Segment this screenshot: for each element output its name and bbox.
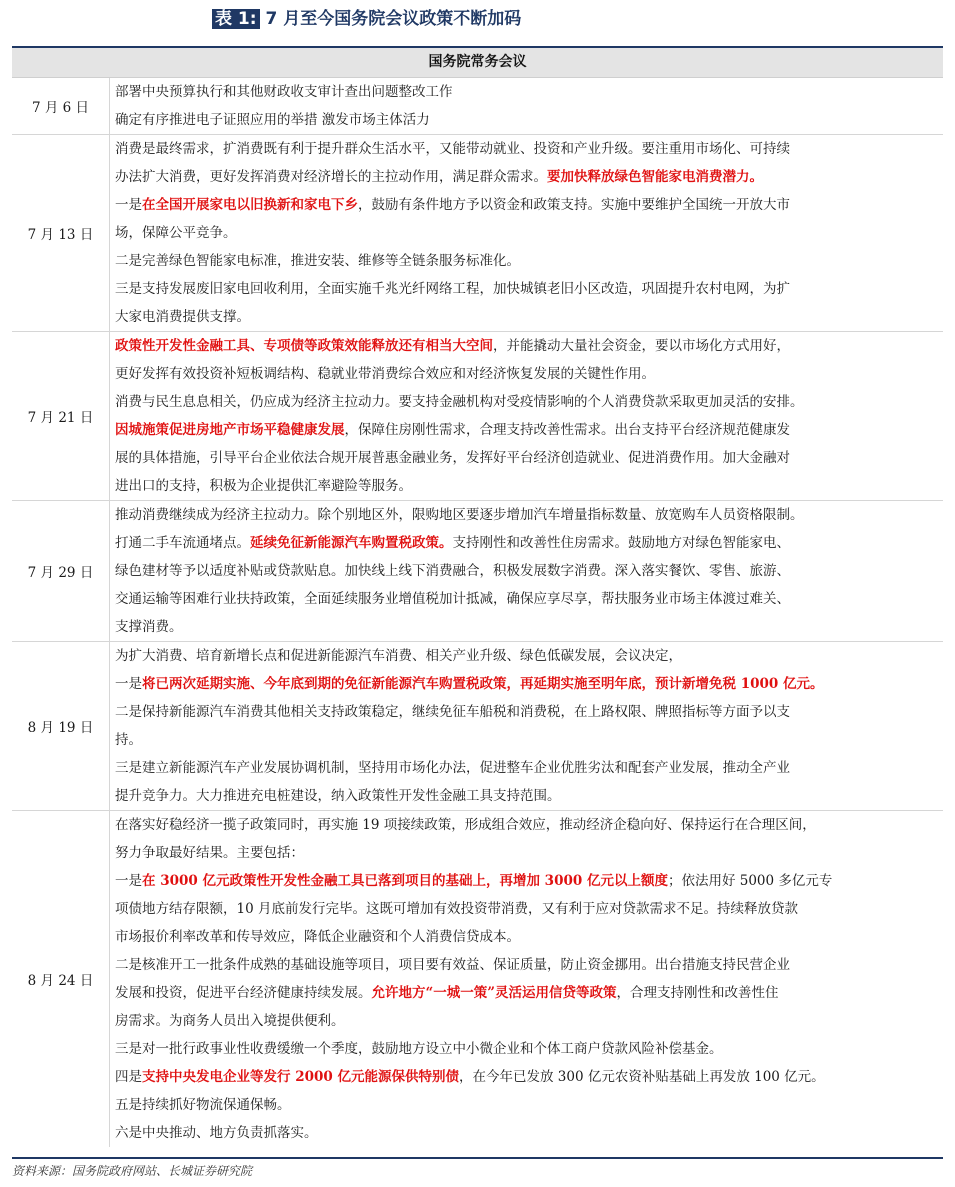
content-line [115,388,939,416]
text-segment: 努力争取最好结果。主要包括： [115,845,304,861]
content-line [115,923,939,951]
content-line [115,951,939,979]
text-segment: 在落实好稳经济一揽子政策同时，再实施 19 项接续政策，形成组合效应，推动经济企稳向好、保持运行在合理区间， [115,817,816,833]
text-segment: ，合理支持刚性和改善性住 [616,985,779,1001]
table-title [212,7,521,33]
row-content [110,642,943,810]
table-row [12,332,943,501]
content-line [115,1119,939,1147]
row-date: 7 月 6 日 [12,78,110,134]
text-segment: 绿色建材等予以适度补贴或贷款贴息。加快线上线下消费融合，积极发展数字消费。深入落实餐饮、零售、旅游、 [115,563,790,579]
text-segment: 六是中央推动、地方负责抓落实。 [115,1125,318,1141]
content-line [115,726,939,754]
content-line [115,1091,939,1119]
content-line [115,416,939,444]
table-row [12,135,943,332]
row-content [110,501,943,641]
text-segment: 交通运输等困难行业扶持政策，全面延续服务业增值税加计抵减，确保应享尽享，帮扶服务业市场主体渡过难关、 [115,591,790,607]
content-line [115,557,939,585]
content-line [115,472,939,500]
row-content [110,332,943,500]
content-line [115,642,939,670]
content-line [115,782,939,810]
text-segment: 支撑消费。 [115,619,183,635]
highlighted-text: 要加快释放绿色智能家电消费潜力。 [547,169,763,185]
content-line [115,163,939,191]
table-row [12,78,943,135]
content-line [115,585,939,613]
text-segment: ，并能撬动大量社会资金，要以市场化方式用好， [493,338,790,354]
row-content [110,135,943,331]
text-segment: 进出口的支持，积极为企业提供汇率避险等服务。 [115,478,412,494]
table-title-text: 7 月至今国务院会议政策不断加码 [265,9,522,29]
text-segment: 支持刚性和改善性住房需求。鼓励地方对绿色智能家电、 [452,535,790,551]
row-content [110,811,943,1147]
content-line [115,698,939,726]
content-line [115,275,939,303]
content-line [115,219,939,247]
text-segment: 确定有序推进电子证照应用的举措 激发市场主体活力 [115,112,430,128]
content-line [115,670,939,698]
highlighted-text: 允许地方“一城一策”灵活运用信贷等政策 [371,985,617,1001]
content-line [115,867,939,895]
row-date: 7 月 29 日 [12,501,110,641]
text-segment: 一是 [115,676,142,692]
text-segment: ；依法用好 5000 多亿元专 [667,873,833,889]
content-line [115,78,939,106]
content-line [115,1035,939,1063]
text-segment: 提升竞争力。大力推进充电桩建设，纳入政策性开发性金融工具支持范围。 [115,788,561,804]
text-segment: 部署中央预算执行和其他财政收支审计查出问题整改工作 [115,84,453,100]
highlighted-text: 支持中央发电企业等发行 2000 亿元能源保供特别债 [142,1069,459,1085]
text-segment: 二是核准开工一批条件成熟的基础设施等项目，项目要有效益、保证质量，防止资金挪用。出台措施支持民营企业 [115,957,790,973]
text-segment: 三是建立新能源汽车产业发展协调机制，坚持用市场化办法，促进整车企业优胜劣汰和配套产业发展，推动全产业 [115,760,790,776]
content-line [115,501,939,529]
content-line [115,895,939,923]
content-line [115,303,939,331]
text-segment: 打通二手车流通堵点。 [115,535,250,551]
text-segment: 一是 [115,197,142,213]
source-note: 资料来源：国务院政府网站、长城证券研究院 [12,1164,253,1178]
content-line [115,444,939,472]
text-segment: ，鼓励有条件地方予以资金和政策支持。实施中要维护全国统一开放大市 [358,197,790,213]
content-line [115,754,939,782]
table-row [12,642,943,811]
content-line [115,1007,939,1035]
text-segment: 大家电消费提供支撑。 [115,309,250,325]
row-content [110,78,943,134]
text-segment: 推动消费继续成为经济主拉动力。除个别地区外，限购地区要逐步增加汽车增量指标数量、放宽购车人员资格限制。 [115,507,804,523]
highlighted-text: 将已两次延期实施、今年底到期的免征新能源汽车购置税政策，再延期实施至明年底，预计新增免税 1000 亿元。 [142,676,824,692]
text-segment: 市场报价利率改革和传导效应，降低企业融资和个人消费信贷成本。 [115,929,520,945]
content-line [115,247,939,275]
content-line [115,332,939,360]
text-segment: 项债地方结存限额，10 月底前发行完毕。这既可增加有效投资带消费，又有利于应对贷款需求不足。持续释放贷款 [115,901,798,917]
bottom-rule [12,1157,943,1159]
content-line [115,529,939,557]
table-number-label: 表 1: [212,9,260,29]
content-line [115,106,939,134]
text-segment: 消费是最终需求，扩消费既有利于提升群众生活水平，又能带动就业、投资和产业升级。要注重用市场化、可持续 [115,141,790,157]
text-segment: 持。 [115,732,142,748]
text-segment: ，在今年已发放 300 亿元农资补贴基础上再发放 100 亿元。 [458,1069,825,1085]
text-segment: 发展和投资，促进平台经济健康持续发展。 [115,985,372,1001]
text-segment: 办法扩大消费，更好发挥消费对经济增长的主拉动作用，满足群众需求。 [115,169,547,185]
content-line [115,979,939,1007]
content-line [115,360,939,388]
highlighted-text: 延续免征新能源汽车购置税政策。 [250,535,453,551]
text-segment: 一是 [115,873,142,889]
text-segment: 房需求。为商务人员出入境提供便利。 [115,1013,345,1029]
table-row [12,811,943,1147]
text-segment: ，保障住房刚性需求，合理支持改善性需求。出台支持平台经济规范健康发 [344,422,790,438]
content-line [115,135,939,163]
highlighted-text: 因城施策促进房地产市场平稳健康发展 [115,422,345,438]
text-segment: 三是对一批行政事业性收费缓缴一个季度，鼓励地方设立中小微企业和个体工商户贷款风险补偿基金。 [115,1041,723,1057]
text-segment: 消费与民生息息相关，仍应成为经济主拉动力。要支持金融机构对受疫情影响的个人消费贷款采取更加灵活的安排。 [115,394,804,410]
table-header: 国务院常务会议 [12,48,943,78]
content-line [115,1063,939,1091]
text-segment: 展的具体措施，引导平台企业依法合规开展普惠金融业务，发挥好平台经济创造就业、促进消费作用。加大金融对 [115,450,790,466]
text-segment: 为扩大消费、培育新增长点和促进新能源汽车消费、相关产业升级、绿色低碳发展，会议决定， [115,648,682,664]
table-body [12,78,943,1147]
table-row [12,501,943,642]
content-line [115,839,939,867]
highlighted-text: 在全国开展家电以旧换新和家电下乡 [142,197,358,213]
text-segment: 五是持续抓好物流保通保畅。 [115,1097,291,1113]
highlighted-text: 政策性开发性金融工具、专项债等政策效能释放还有相当大空间 [115,338,493,354]
row-date: 7 月 13 日 [12,135,110,331]
content-line [115,811,939,839]
row-date: 8 月 24 日 [12,811,110,1147]
text-segment: 四是 [115,1069,142,1085]
text-segment: 场，保障公平竞争。 [115,225,237,241]
row-date: 7 月 21 日 [12,332,110,500]
content-line [115,191,939,219]
text-segment: 三是支持发展废旧家电回收利用，全面实施千兆光纤网络工程，加快城镇老旧小区改造，巩固提升农村电网，为扩 [115,281,790,297]
row-date: 8 月 19 日 [12,642,110,810]
content-line [115,613,939,641]
text-segment: 二是完善绿色智能家电标准，推进安装、维修等全链条服务标准化。 [115,253,520,269]
text-segment: 二是保持新能源汽车消费其他相关支持政策稳定，继续免征车船税和消费税，在上路权限、牌照指标等方面予以支 [115,704,790,720]
highlighted-text: 在 3000 亿元政策性开发性金融工具已落到项目的基础上，再增加 3000 亿元以上额度 [142,873,668,889]
text-segment: 更好发挥有效投资补短板调结构、稳就业带消费综合效应和对经济恢复发展的关键性作用。 [115,366,655,382]
